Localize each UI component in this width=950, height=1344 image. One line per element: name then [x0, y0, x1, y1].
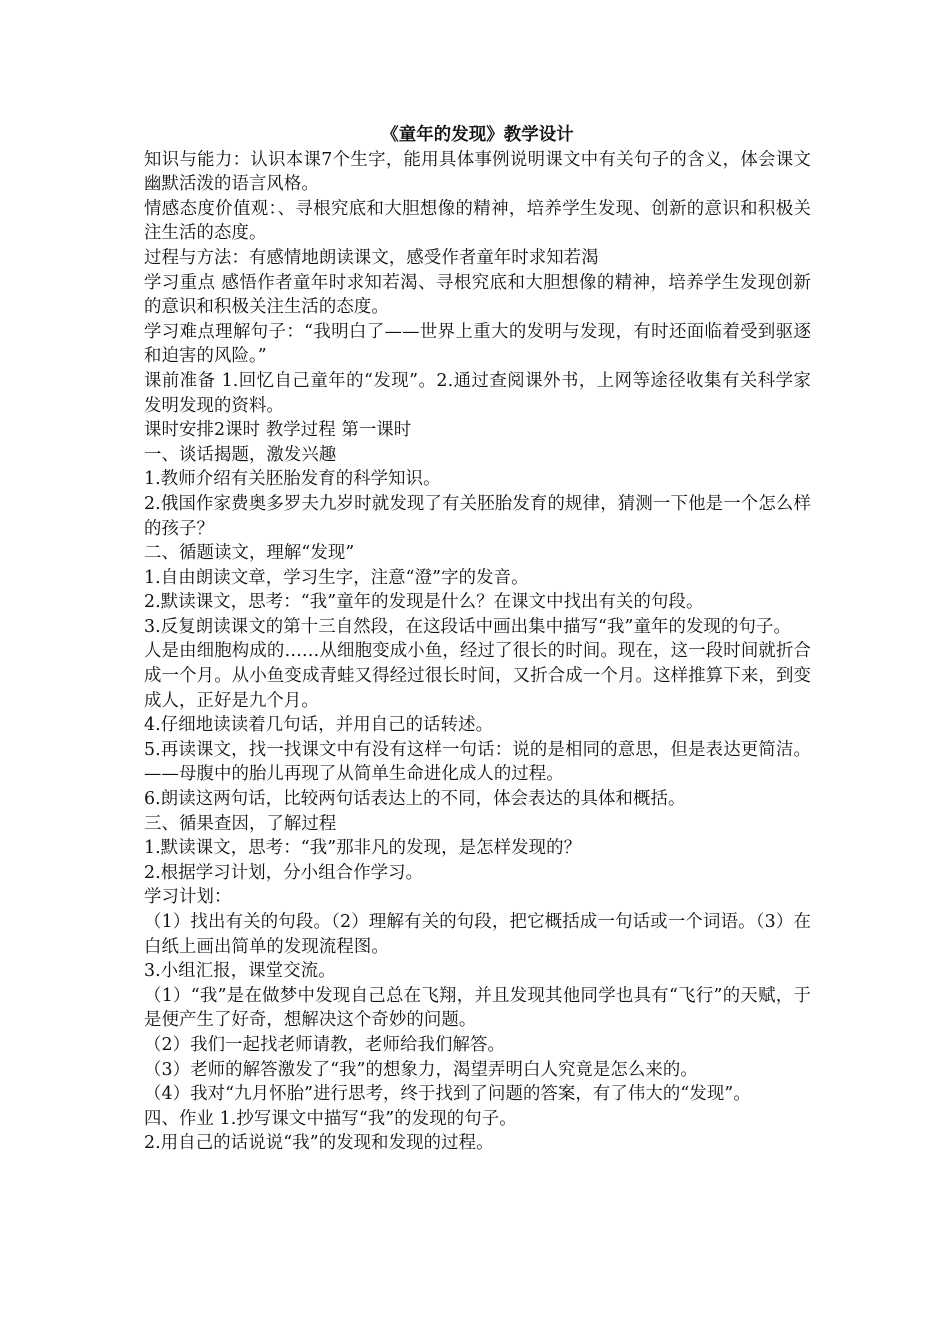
list-item: 3.小组汇报，课堂交流。	[144, 961, 336, 982]
paragraph-knowledge-ability: 知识与能力：认识本课7个生字，能用具体事例说明课文中有关句子的含义，体会课文幽默活泼的语言风格。	[144, 149, 811, 195]
document-title: 《童年的发现》教学设计	[381, 125, 574, 145]
list-item: 5.再读课文，找一找课文中有没有这样一句话：说的是相同的意思，但是表达更简洁。——母腹中的胎儿再现了从简单生命进化成人的过程。	[144, 739, 811, 785]
section-heading-4: 四、作业 1.抄写课文中描写“我”的发现的句子。	[144, 1108, 517, 1129]
study-plan-label: 学习计划：	[144, 887, 232, 908]
list-item: 1.自由朗读文章，学习生字，注意“澄”字的发音。	[144, 567, 529, 588]
paragraph-process-method: 过程与方法：有感情地朗读课文，感受作者童年时求知若渴	[144, 247, 599, 268]
paragraph-preparation: 课前准备 1.回忆自己童年的“发现”。2.通过查阅课外书，上网等途径收集有关科学家发明发现的资料。	[144, 370, 811, 416]
section-heading-2: 二、循题读文，理解“发现”	[144, 543, 355, 564]
list-item: 2.根据学习计划，分小组合作学习。	[144, 862, 424, 883]
list-item: （3）老师的解答激发了“我”的想象力，渴望弄明白人究竟是怎么来的。	[144, 1059, 698, 1080]
document-body	[144, 123, 811, 1156]
list-item: 6.朗读这两句话，比较两句话表达上的不同，体会表达的具体和概括。	[144, 789, 686, 810]
list-item: （4）我对“九月怀胎”进行思考，终于找到了问题的答案，有了伟大的“发现”。	[144, 1084, 751, 1105]
list-item: 2.俄国作家费奥多罗夫九岁时就发现了有关胚胎发育的规律，猜测一下他是一个怎么样的孩子？	[144, 493, 811, 539]
list-item: 4.仔细地读读着几句话，并用自己的话转述。	[144, 715, 494, 736]
section-heading-3: 三、循果查因，了解过程	[144, 813, 337, 834]
list-item: （1）找出有关的句段。（2）理解有关的句段，把它概括成一句话或一个词语。（3）在白纸上画出简单的发现流程图。	[144, 912, 811, 957]
section-heading-1: 一、谈话揭题，激发兴趣	[144, 444, 337, 465]
list-item: 1.教师介绍有关胚胎发育的科学知识。	[144, 469, 441, 490]
list-item: （2）我们一起找老师请教，老师给我们解答。	[144, 1034, 505, 1055]
paragraph-difficult-point: 学习难点理解句子：“我明白了——世界上重大的发明与发现，有时还面临着受到驱逐和迫害的风险。”	[144, 321, 811, 367]
paragraph-schedule: 课时安排2课时 教学过程 第一课时	[144, 420, 412, 441]
list-item: 2.默读课文，思考：“我”童年的发现是什么？在课文中找出有关的句段。	[144, 592, 704, 613]
quoted-passage: 人是由细胞构成的……从细胞变成小鱼，经过了很长的时间。现在，这一段时间就折合成一个月。从小鱼变成青蛙又得经过很长时间，又折合成一个月。这样推算下来，到变成人，正好是九个月。	[144, 641, 811, 711]
list-item: 3.反复朗读课文的第十三自然段，在这段话中画出集中描写“我”童年的发现的句子。	[144, 616, 791, 637]
paragraph-emotion-attitude: 情感态度价值观：、寻根究底和大胆想像的精神，培养学生发现、创新的意识和积极关注生活的态度。	[144, 198, 811, 244]
paragraph-key-point: 学习重点 感悟作者童年时求知若渴、寻根究底和大胆想像的精神，培养学生发现创新的意识和积极关注生活的态度。	[144, 272, 811, 318]
list-item: 1.默读课文，思考：“我”那非凡的发现，是怎样发现的？	[144, 838, 582, 859]
list-item: （1）“我”是在做梦中发现自己总在飞翔，并且发现其他同学也具有“飞行”的天赋，于是便产生了好奇，想解决这个奇妙的问题。	[144, 985, 811, 1031]
list-item: 2.用自己的话说说“我”的发现和发现的过程。	[144, 1133, 494, 1154]
